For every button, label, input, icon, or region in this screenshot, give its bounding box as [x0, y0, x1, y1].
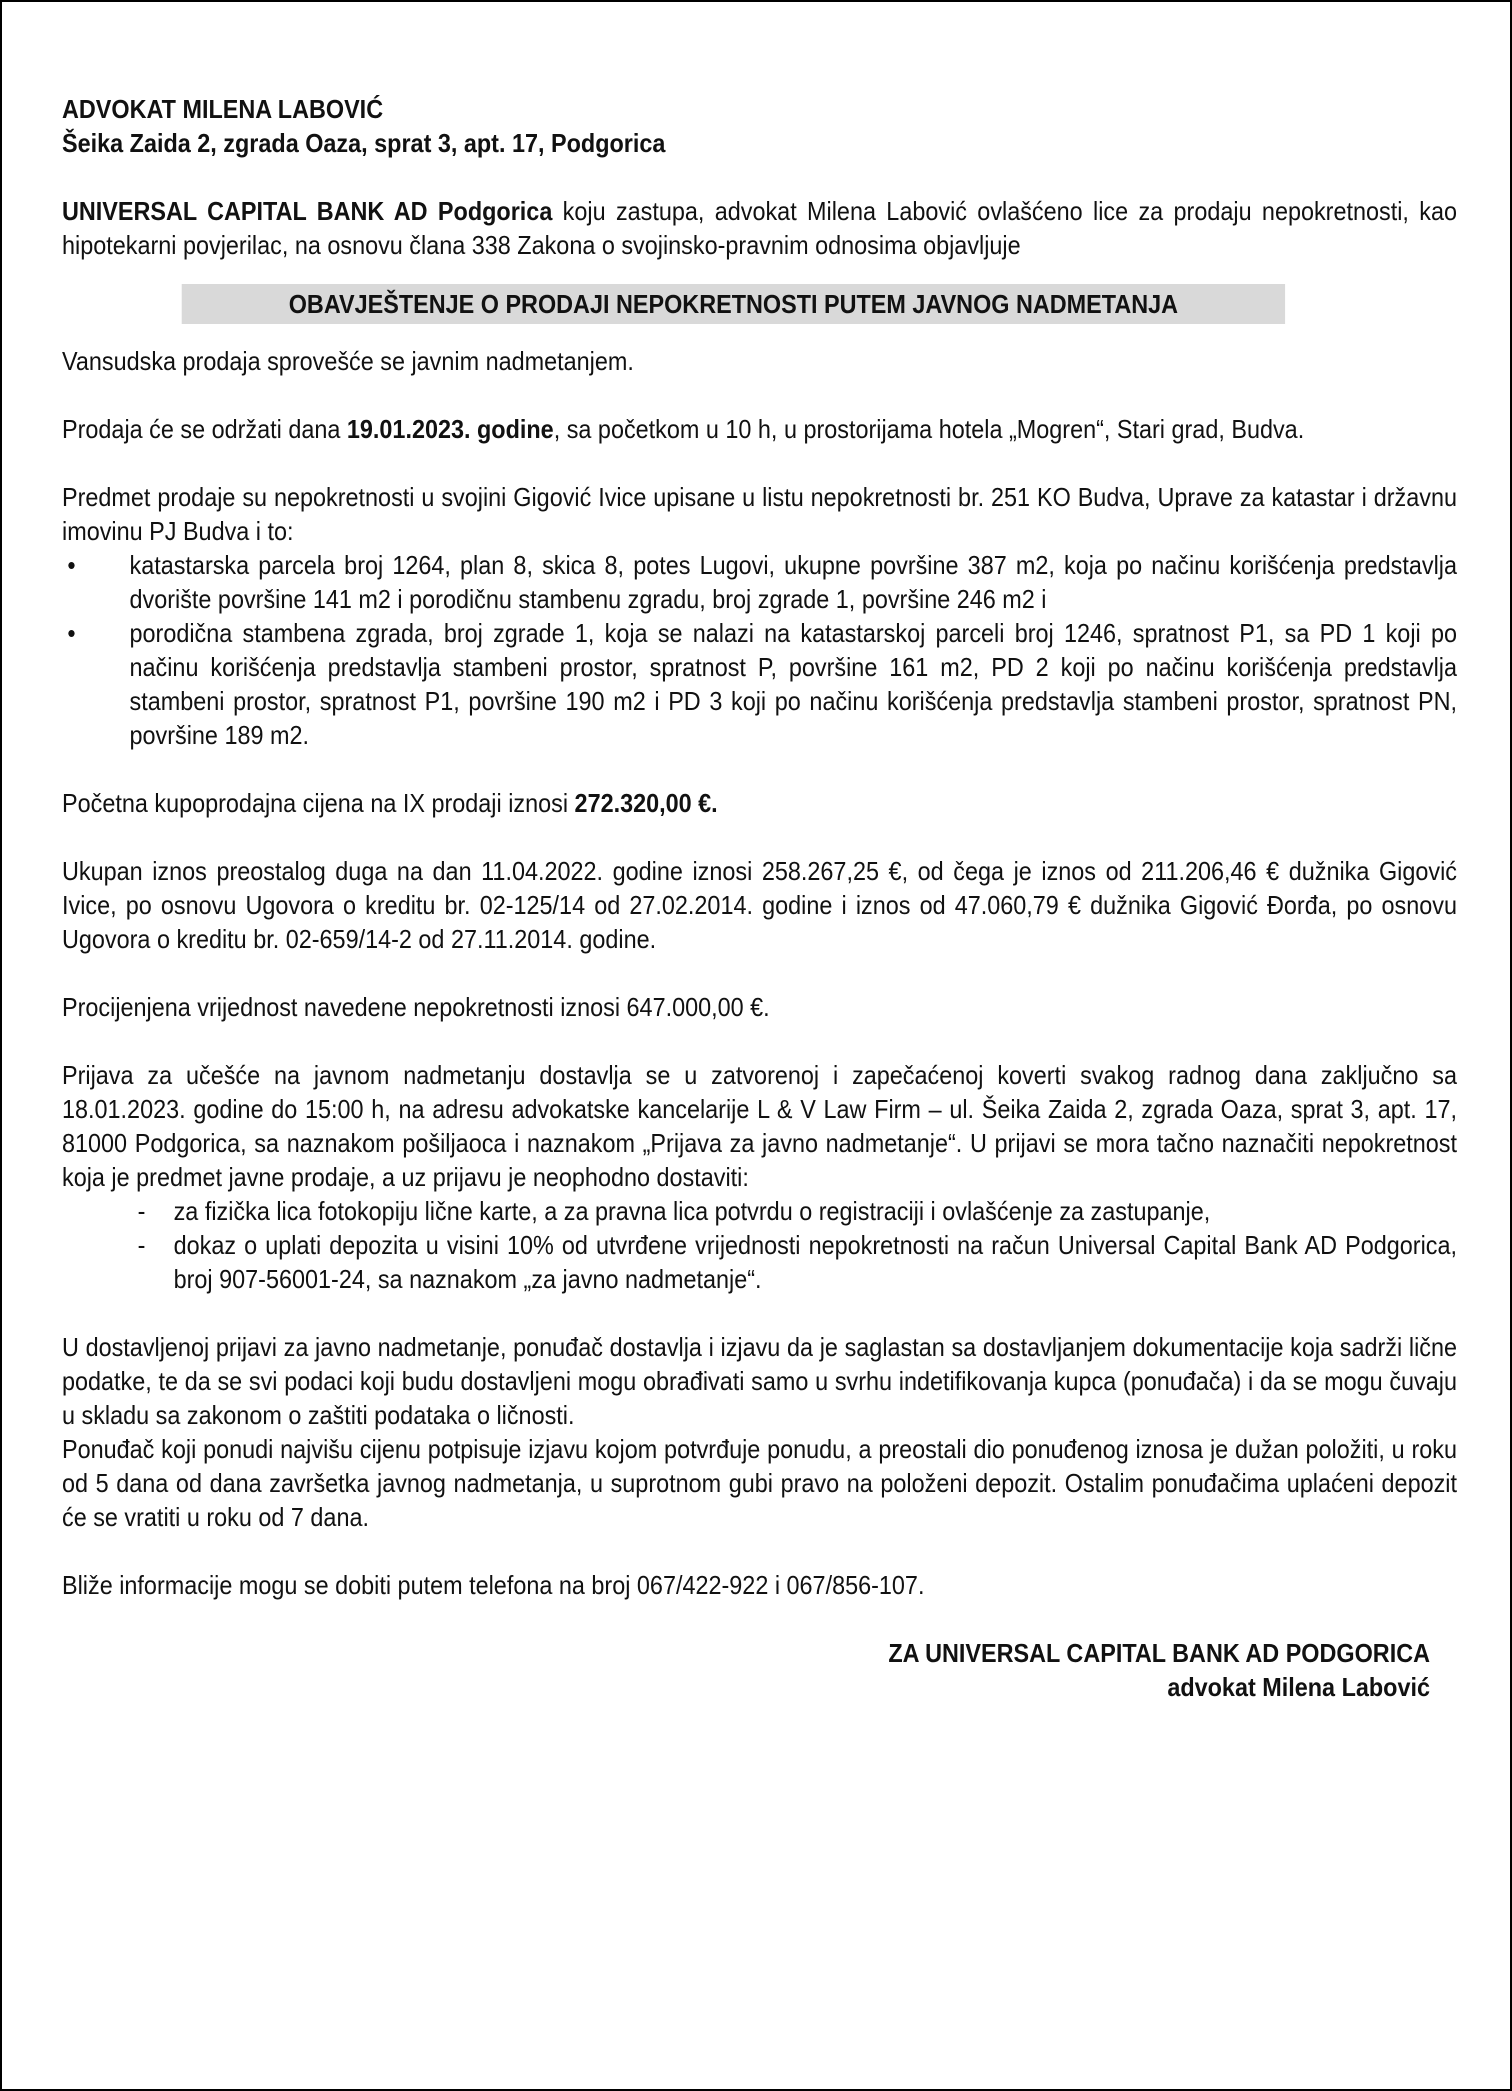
dash-icon: -	[137, 1196, 146, 1226]
bank-name: UNIVERSAL CAPITAL BANK AD Podgorica	[62, 196, 553, 226]
paragraph-starting-price: Početna kupoprodajna cijena na IX prodaji iznosi 272.320,00 €.	[62, 788, 718, 818]
sale-date: 19.01.2023. godine	[346, 414, 554, 444]
paragraph-debt: Ukupan iznos preostalog duga na dan 11.04.2022. godine iznosi 258.267,25 €, od čega je iznos od 211.206,46 € dužnika Gigović Ivice, po osnovu Ugovora o kreditu br. 02-125/14 od 27.02.2014. godine i iznos od 47.060,79 € dužnika Gigović Đorđa, po osnovu Ugovora o kreditu br. 02-659/14-2 od 27.11.2014. godine.	[62, 856, 1457, 954]
paragraph-sale-method: Vansudska prodaja sprovešće se javnim nadmetanjem.	[62, 346, 634, 376]
paragraph-valuation: Procijenjena vrijednost navedene nepokretnosti iznosi 647.000,00 €.	[62, 992, 770, 1022]
paragraph-privacy: U dostavljenoj prijavi za javno nadmetanje, ponuđač dostavlja i izjavu da je saglastan sa dostavljanjem dokumentacije koja sadrži lične podatke, te da se svi podaci koji budu dostavljeni mogu obrađivati samo u svrhu indetifikovanja kupca (ponuđača) i da se mogu čuvaju u skladu sa zakonom o zaštiti podataka o ličnosti.	[62, 1332, 1457, 1430]
list-item: - za fizička lica fotokopiju lične karte, a za pravna lica potvrdu o registraciji i ovlašćenje za zastupanje,	[137, 1196, 1211, 1226]
list-item: • katastarska parcela broj 1264, plan 8, skica 8, potes Lugovi, ukupne površine 387 m2, koja po načinu korišćenja predstavlja dvorište površine 141 m2 i porodičnu stambenu zgradu, broj zgrade 1, površine 246 m2 i	[67, 550, 1457, 614]
paragraph-winning-bid: Ponuđač koji ponudi najvišu cijenu potpisuje izjavu kojom potvrđuje ponudu, a preostali dio ponuđenog iznosa je dužan položiti, u roku od 5 dana od dana završetka javnog nadmetanja, u suprotnom gubi pravo na položeni depozit. Ostalim ponuđačima uplaćeni depozit će se vratiti u roku od 7 dana.	[62, 1434, 1457, 1532]
list-item: - dokaz o uplati depozita u visini 10% od utvrđene vrijednosti nepokretnosti na račun Universal Capital Bank AD Podgorica, broj 907-56001-24, sa naznakom „za javno nadmetanje“.	[137, 1230, 1458, 1294]
bullet-icon: •	[67, 550, 76, 580]
signature-org: ZA UNIVERSAL CAPITAL BANK AD PODGORICA	[888, 1638, 1430, 1668]
intro-paragraph	[62, 194, 1457, 262]
notice-title: OBAVJEŠTENJE O PRODAJI NEPOKRETNOSTI PUTEM JAVNOG NADMETANJA	[182, 284, 1285, 324]
dash-icon: -	[137, 1230, 146, 1260]
signature-name: advokat Milena Labović	[1167, 1672, 1430, 1702]
intro-text: koju zastupa, advokat Milena Labović ovlašćeno lice za prodaju nepokretnosti, kao hipotekarni povjerilac, na osnovu člana 338 Zakona o svojinsko-pravnim odnosima objavljuje	[62, 196, 1457, 260]
lawyer-name: ADVOKAT MILENA LABOVIĆ	[62, 94, 384, 124]
paragraph-contact: Bliže informacije mogu se dobiti putem telefona na broj 067/422-922 i 067/856-107.	[62, 1570, 925, 1600]
lawyer-address: Šeika Zaida 2, zgrada Oaza, sprat 3, apt. 17, Podgorica	[62, 128, 666, 158]
bullet-icon: •	[67, 618, 76, 648]
paragraph-application: Prijava za učešće na javnom nadmetanju dostavlja se u zatvorenoj i zapečaćenoj koverti svakog radnog dana zaključno sa 18.01.2023. godine do 15:00 h, na adresu advokatske kancelarije L & V Law Firm – ul. Šeika Zaida 2, zgrada Oaza, sprat 3, apt. 17, 81000 Podgorica, sa naznakom pošiljaoca i naznakom „Prijava za javno nadmetanje“. U prijavi se mora tačno naznačiti nepokretnost koja je predmet javne prodaje, a uz prijavu je neophodno dostaviti:	[62, 1060, 1457, 1192]
paragraph-sale-date: Prodaja će se održati dana 19.01.2023. godine, sa početkom u 10 h, u prostorijama hotela „Mogren“, Stari grad, Budva.	[62, 414, 1305, 444]
document-content	[62, 92, 1457, 1704]
starting-price: 272.320,00 €.	[574, 788, 718, 818]
required-documents-list	[62, 1194, 1457, 1296]
property-list	[62, 548, 1457, 752]
list-item: • porodična stambena zgrada, broj zgrade 1, koja se nalazi na katastarskoj parceli broj 1246, spratnost P1, sa PD 1 koji po načinu korišćenja predstavlja stambeni prostor, spratnost P, površine 161 m2, PD 2 koji po načinu korišćenja predstavlja stambeni prostor, spratnost P1, površine 190 m2 i PD 3 koji po načinu korišćenja predstavlja stambeni prostor, spratnost PN, površine 189 m2.	[67, 618, 1457, 750]
paragraph-subject: Predmet prodaje su nepokretnosti u svojini Gigović Ivice upisane u listu nepokretnosti br. 251 KO Budva, Uprave za katastar i državnu imovinu PJ Budva i to:	[62, 482, 1457, 546]
